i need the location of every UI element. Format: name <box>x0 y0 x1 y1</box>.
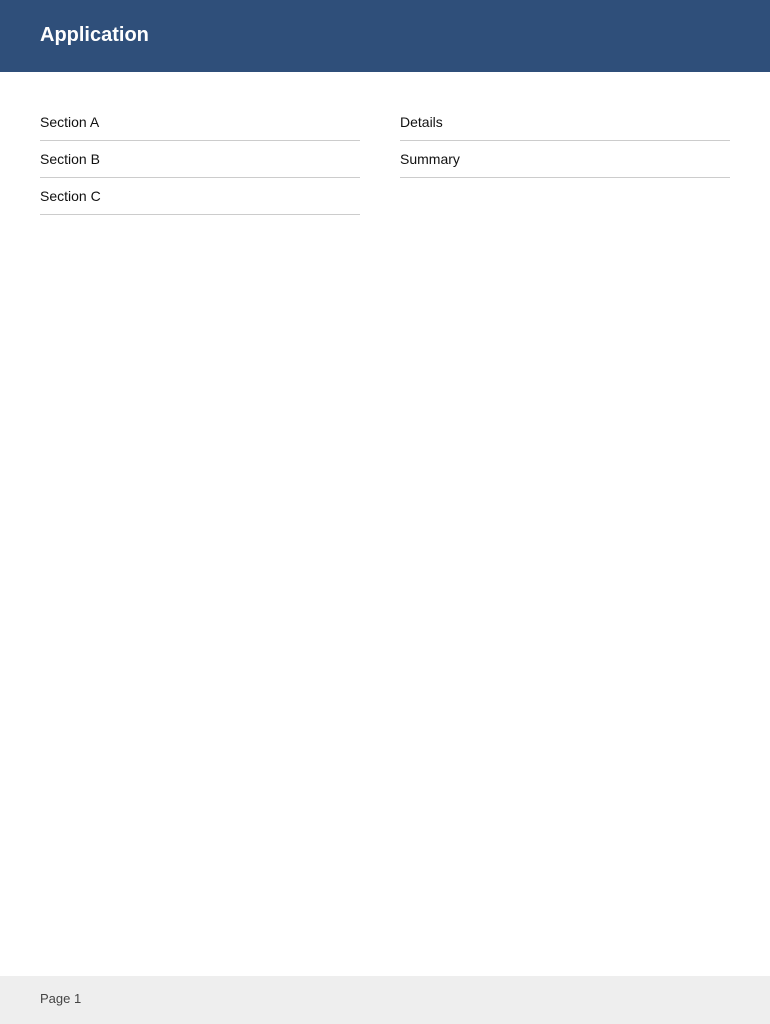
footer-text: Page 1 <box>40 991 82 1006</box>
header-bar <box>0 0 770 72</box>
header-title: Application <box>40 24 149 46</box>
left-item: Section C <box>40 178 360 215</box>
right-item: Summary <box>400 141 730 178</box>
right-item: Details <box>400 104 730 141</box>
footer-bar <box>0 976 770 1024</box>
right-column <box>400 104 730 178</box>
left-item: Section A <box>40 104 360 141</box>
left-column <box>40 104 360 215</box>
left-item: Section B <box>40 141 360 178</box>
